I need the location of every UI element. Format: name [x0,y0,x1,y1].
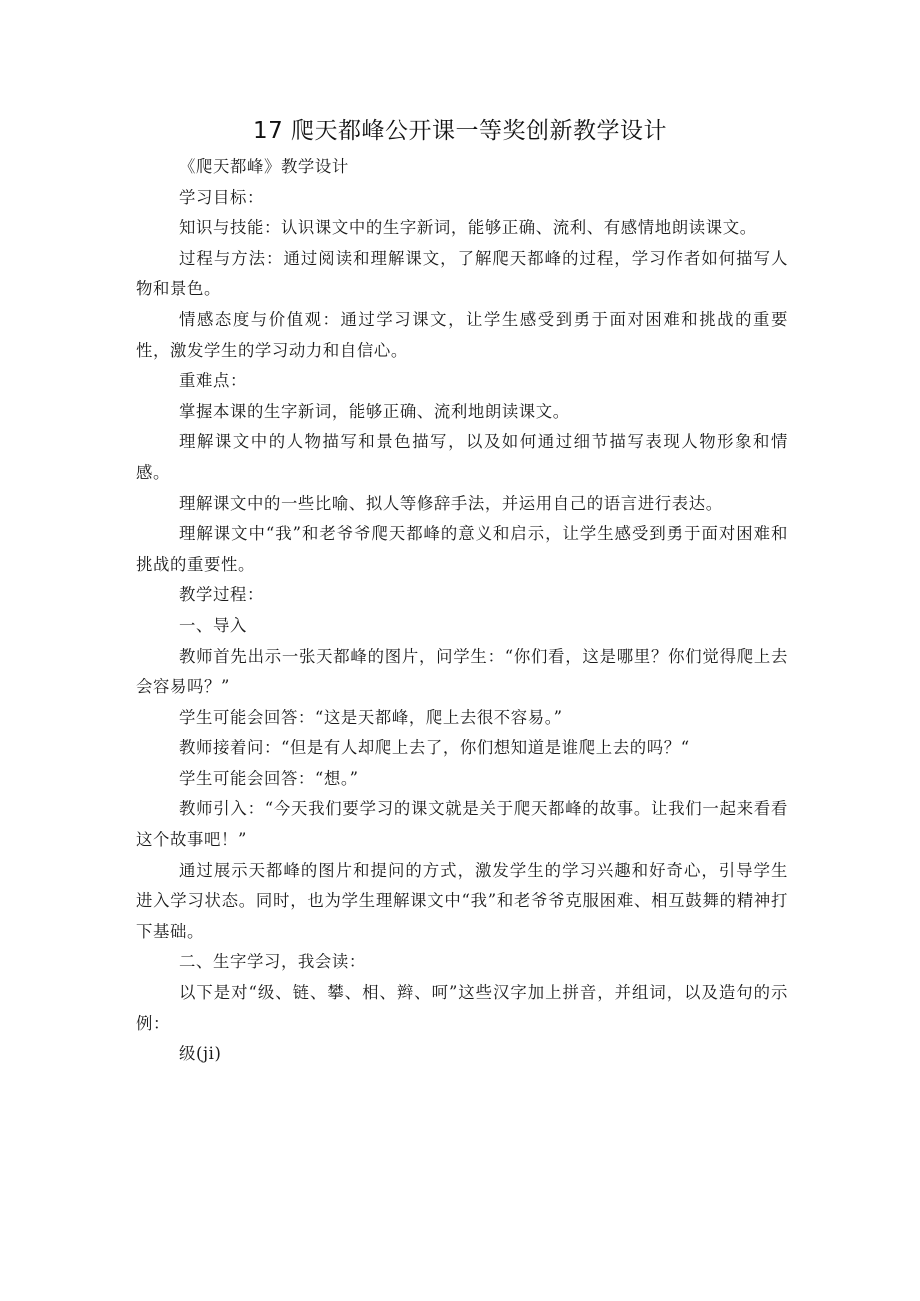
paragraph-student-answer-2: 学生可能会回答：“想。” [179,768,359,788]
paragraph-teacher-question-1: 教师首先出示一张天都峰的图片，问学生：“你们看，这是哪里？你们觉得爬上去会容易吗？” [136,646,788,697]
paragraph-process-heading: 教学过程： [179,585,264,605]
paragraph-character-ji: 级(ji) [179,1044,222,1064]
paragraph-goal-knowledge: 知识与技能：认识课文中的生字新词，能够正确、流利、有感情地朗读课文。 [179,218,757,238]
paragraph-section-intro: 一、导入 [179,615,247,635]
paragraph-keypoint-4: 理解课文中“我”和老爷爷爬天都峰的意义和启示，让学生感受到勇于面对困难和挑战的重要性。 [136,524,788,574]
paragraph-goals-heading: 学习目标： [179,187,264,207]
paragraph-goal-emotion: 情感态度与价值观：通过学习课文，让学生感受到勇于面对困难和挑战的重要性，激发学生的学习动力和自信心。 [136,309,788,360]
paragraph-subtitle: 《爬天都峰》教学设计 [179,157,349,176]
document-title: 17 爬天都峰公开课一等奖创新教学设计 [252,118,668,144]
paragraph-keypoint-2: 理解课文中的人物描写和景色描写，以及如何通过细节描写表现人物形象和情感。 [136,432,788,482]
paragraph-student-answer-1: 学生可能会回答：“这是天都峰，爬上去很不容易。” [179,707,563,727]
paragraph-section-characters: 二、生字学习，我会读： [179,952,366,972]
paragraph-teacher-intro: 教师引入：“今天我们要学习的课文就是关于爬天都峰的故事。让我们一起来看看这个故事吧！” [136,799,788,850]
paragraph-keypoints-heading: 重难点： [179,371,247,391]
paragraph-goal-process: 过程与方法：通过阅读和理解课文，了解爬天都峰的过程，学习作者如何描写人物和景色。 [136,248,788,299]
paragraph-intro-summary: 通过展示天都峰的图片和提问的方式，激发学生的学习兴趣和好奇心，引导学生进入学习状态。同时，也为学生理解课文中“我”和老爷爷克服困难、相互鼓舞的精神打下基础。 [136,860,788,941]
paragraph-teacher-question-2: 教师接着问：“但是有人却爬上去了，你们想知道是谁爬上去的吗？“ [179,738,690,758]
paragraph-keypoint-1: 掌握本课的生字新词，能够正确、流利地朗读课文。 [179,401,570,421]
document-body [136,152,788,1070]
paragraph-keypoint-3: 理解课文中的一些比喻、拟人等修辞手法，并运用自己的语言进行表达。 [179,493,723,513]
paragraph-characters-intro: 以下是对“级、链、攀、相、辫、呵”这些汉字加上拼音，并组词，以及造句的示例： [136,983,788,1033]
